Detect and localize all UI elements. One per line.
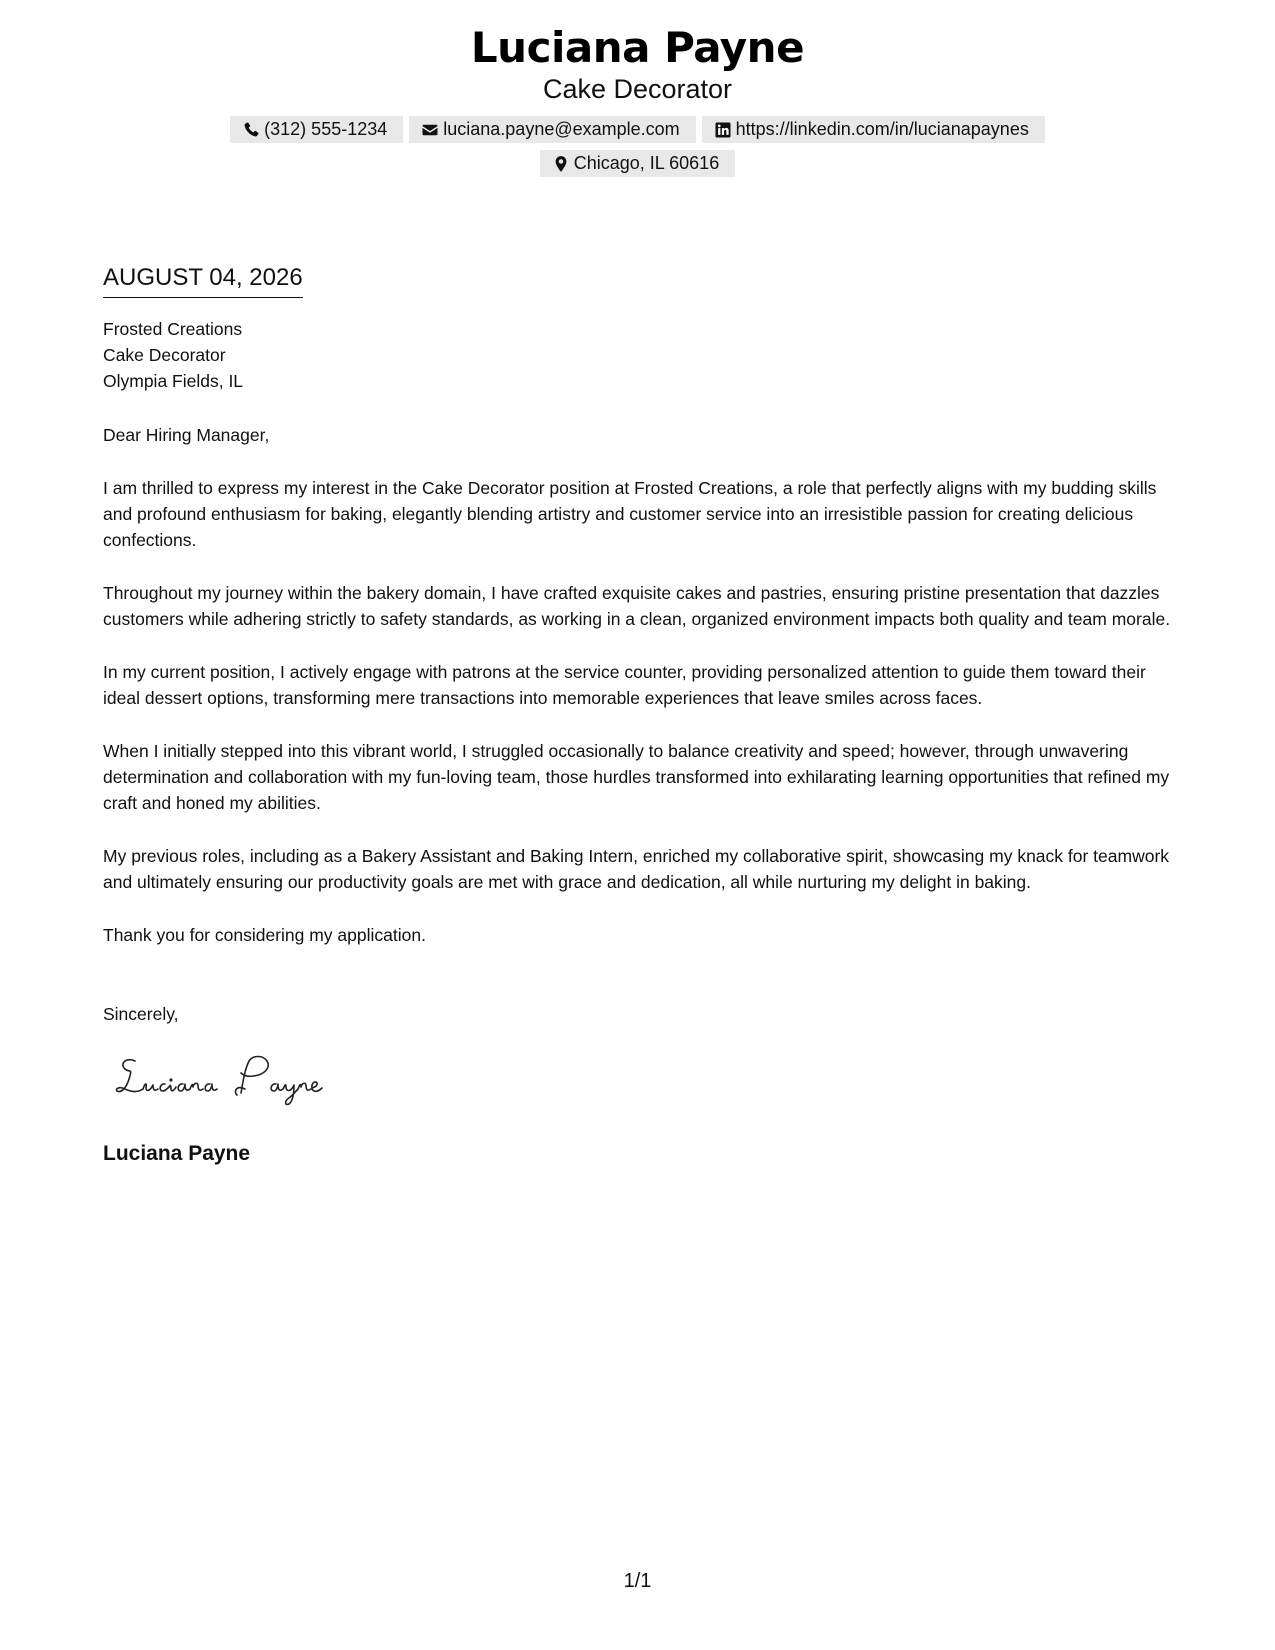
body-paragraph: My previous roles, including as a Bakery Assistant and Baking Intern, enriched my collaborative spirit, showcasing my knack for teamwork and ultimately ensuring our productivity goals are met with grace and dedication, all while nurturing my delight in baking. — [103, 846, 1170, 892]
recipient-company: Frosted Creations — [103, 319, 243, 339]
recipient-position: Cake Decorator — [103, 345, 226, 365]
letter-date: AUGUST 04, 2026 — [103, 262, 303, 298]
map-marker-icon — [552, 155, 570, 173]
signed-name: Luciana Payne — [103, 1142, 251, 1165]
body-paragraph: I am thrilled to express my interest in the Cake Decorator position at Frosted Creations, a role that perfectly aligns with my budding skills and profound enthusiasm for baking, elegantly blending artistry and customer service into an irresistible passion for creating delicious confections. — [103, 478, 1157, 550]
contact-email[interactable] — [409, 116, 695, 143]
body-paragraph: When I initially stepped into this vibrant world, I struggled occasionally to balance creativity and speed; however, through unwavering determination and collaboration with my fun-loving team, those hurdles transformed into exhilarating learning opportunities that refined my craft and honed my abilities. — [103, 741, 1170, 813]
applicant-name: Luciana Payne — [470, 23, 805, 72]
salutation: Dear Hiring Manager, — [103, 425, 270, 445]
body-paragraph: Throughout my journey within the bakery domain, I have crafted exquisite cakes and pastries, ensuring pristine presentation that dazzles customers while adhering strictly to safety standards, as working in a clean, organized environment impacts both quality and team morale. — [103, 583, 1171, 629]
linkedin-icon — [714, 121, 732, 139]
recipient-block — [103, 316, 1178, 394]
body-paragraph: In my current position, I actively engage with patrons at the service counter, providing personalized attention to guide them toward their ideal dessert options, transforming mere transactions into memorable experiences that leave smiles across faces. — [103, 662, 1146, 708]
recipient-location: Olympia Fields, IL — [103, 371, 244, 391]
contact-list — [188, 116, 1088, 177]
handwritten-signature — [113, 1049, 363, 1109]
page-number: 1/1 — [623, 1570, 652, 1592]
linkedin-text: https://linkedin.com/in/lucianapaynes — [735, 119, 1029, 139]
letter-header — [0, 22, 1275, 177]
contact-location — [540, 150, 735, 177]
location-text: Chicago, IL 60616 — [573, 153, 720, 173]
phone-icon — [242, 121, 260, 139]
contact-phone[interactable] — [230, 116, 403, 143]
thank-you-paragraph: Thank you for considering my application. — [103, 925, 426, 945]
closing: Sincerely, — [103, 1004, 179, 1024]
letter-body — [103, 262, 1178, 1167]
envelope-icon — [421, 121, 439, 139]
email-text: luciana.payne@example.com — [443, 119, 680, 139]
applicant-title: Cake Decorator — [542, 74, 733, 104]
phone-text: (312) 555-1234 — [264, 119, 388, 139]
contact-linkedin[interactable] — [702, 116, 1045, 143]
